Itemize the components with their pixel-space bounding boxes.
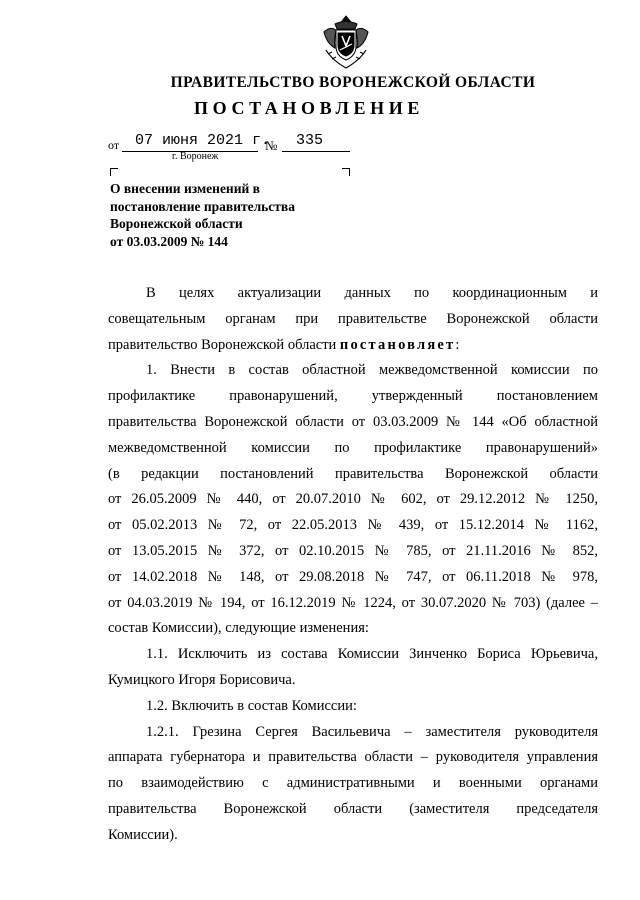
body-line: 1.2.1. Грезина Сергея Васильевича – заместителя руководителя: [146, 723, 598, 740]
subject-line: постановление правительства: [110, 198, 295, 214]
body-line: межведомственной комиссии по профилактике правонарушений»: [108, 439, 598, 456]
body-line: Кумицкого Игоря Борисовича.: [108, 671, 296, 688]
body-line: Комиссии).: [108, 826, 178, 843]
subject-line: Воронежской области: [110, 216, 243, 231]
body-line: состав Комиссии), следующие изменения:: [108, 620, 369, 637]
body-line: от 13.05.2015 № 372, от 02.10.2015 № 785, от 21.11.2016 № 852,: [108, 542, 598, 559]
resolves-word: постановляет: [339, 336, 456, 353]
body-line: 1. Внести в состав областной межведомственной комиссии по: [146, 362, 598, 379]
government-title: ПРАВИТЕЛЬСТВО ВОРОНЕЖСКОЙ ОБЛАСТИ: [170, 74, 536, 91]
body-text: правительство Воронежской области: [108, 336, 337, 353]
body-line: правительства Воронежской области (заместителя председателя: [108, 800, 598, 817]
number-prefix: №: [265, 138, 278, 153]
body-line: 1.2. Включить в состав Комиссии:: [146, 697, 357, 714]
body-line: В целях актуализации данных по координационным и: [146, 285, 598, 301]
subject-line: О внесении изменений в: [110, 181, 260, 196]
body-line: [108, 333, 598, 359]
coat-of-arms-emblem: [318, 14, 374, 72]
body-line: профилактике правонарушений, утвержденный постановлением: [108, 388, 598, 405]
subject-line: от 03.03.2009 № 144: [110, 233, 228, 249]
number-underline: [282, 151, 350, 152]
body-line: от 26.05.2009 № 440, от 20.07.2010 № 602, от 29.12.2012 № 1250,: [108, 491, 598, 508]
city-label: г. Воронеж: [172, 151, 219, 162]
body-line: от 04.03.2019 № 194, от 16.12.2019 № 1224, от 30.07.2020 № 703) (далее –: [108, 594, 598, 611]
corner-mark-right: [342, 168, 350, 176]
date-prefix: от: [108, 138, 120, 152]
body-line: (в редакции постановлений правительства Воронежской области: [108, 465, 598, 482]
document-subject: [110, 180, 350, 250]
body-line: от 05.02.2013 № 72, от 22.05.2013 № 439, от 15.12.2014 № 1162,: [108, 517, 598, 534]
body-line: от 14.02.2018 № 148, от 29.08.2018 № 747, от 06.11.2018 № 978,: [108, 568, 598, 585]
body-line: правительства Воронежской области от 03.03.2009 № 144 «Об областной: [108, 413, 598, 430]
document-body: [108, 281, 598, 849]
body-line: аппарата губернатора и правительства области – руководителя управления: [108, 749, 598, 766]
body-line: совещательным органам при правительстве Воронежской области: [108, 310, 598, 327]
document-date: 07 июня 2021 г.: [135, 132, 271, 149]
document-number: 335: [296, 132, 324, 149]
body-line: 1.1. Исключить из состава Комиссии Зинченко Бориса Юрьевича,: [146, 646, 598, 663]
body-line: по взаимодействию с административными и военными органами: [108, 775, 598, 792]
colon: :: [455, 336, 460, 353]
corner-mark-left: [110, 168, 118, 176]
document-type-title: ПОСТАНОВЛЕНИЕ: [194, 98, 424, 118]
